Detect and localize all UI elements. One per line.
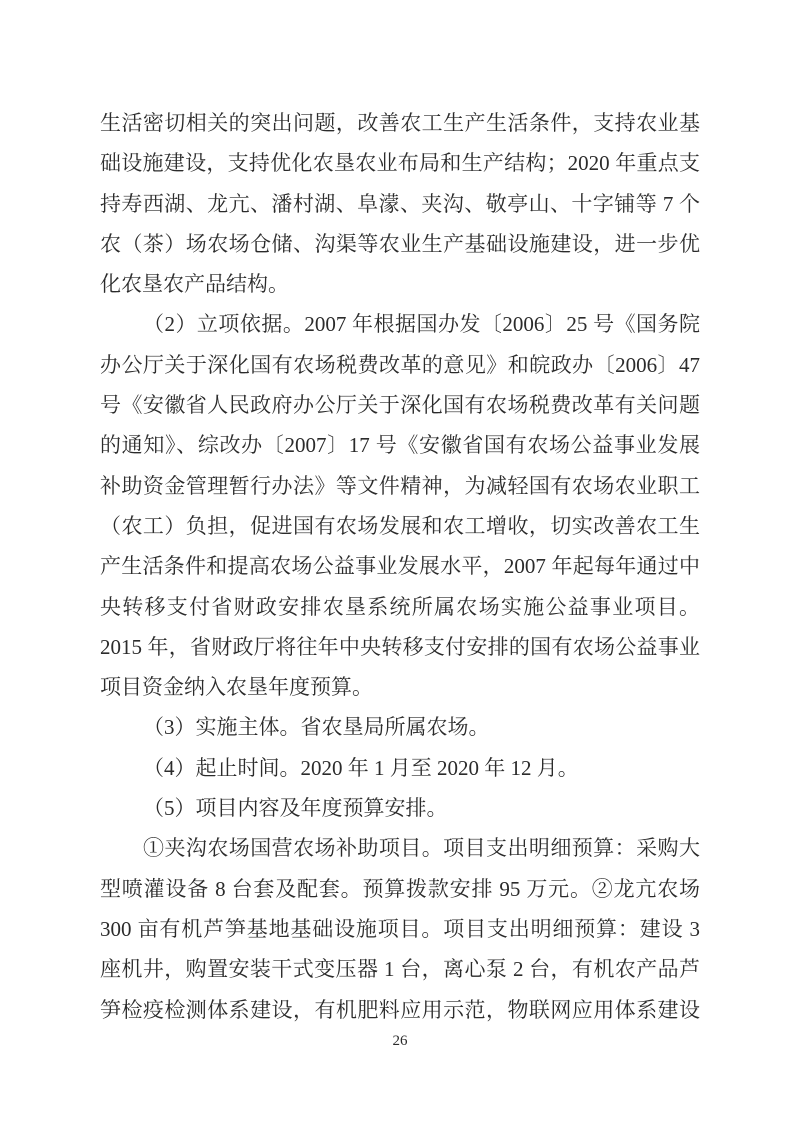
text-line: （4）起止时间。2020 年 1 月至 2020 年 12 月。	[143, 755, 579, 780]
text-line: 2015 年，省财政厅将往年中央转移支付安排的国有农场公益事业	[100, 634, 700, 659]
text-line: 座机井，购置安装干式变压器 1 台，离心泵 2 台，有机农产品芦	[100, 957, 700, 982]
text-line: （农工）负担，促进国有农场发展和农工增收，切实改善农工生	[100, 513, 700, 538]
text-line: 础设施建设，支持优化农垦农业布局和生产结构；2020 年重点支	[100, 151, 700, 176]
text-line: 办公厅关于深化国有农场税费改革的意见》和皖政办〔2006〕47	[100, 352, 700, 377]
text-line: 300 亩有机芦笋基地基础设施项目。项目支出明细预算：建设 3	[100, 916, 700, 941]
text-line: 产生活条件和提高农场公益事业发展水平，2007 年起每年通过中	[100, 554, 700, 579]
text-line: 笋检疫检测体系建设，有机肥料应用示范，物联网应用体系建设	[100, 997, 700, 1022]
text-line: 补助资金管理暂行办法》等文件精神，为减轻国有农场农业职工	[100, 473, 700, 498]
text-line: ①夹沟农场国营农场补助项目。项目支出明细预算：采购大	[143, 836, 700, 861]
page-footer	[0, 1033, 800, 1050]
text-line: 号《安徽省人民政府办公厅关于深化国有农场税费改革有关问题	[100, 393, 700, 418]
text-line: 央转移支付省财政安排农垦系统所属农场实施公益事业项目。	[100, 594, 700, 619]
text-line: 生活密切相关的突出问题，改善农工生产生活条件，支持农业基	[100, 111, 700, 135]
page-number: 26	[392, 1033, 408, 1049]
text-line: 农（茶）场农场仓储、沟渠等农业生产基础设施建设，进一步优	[100, 231, 700, 256]
text-line: 持寿西湖、龙亢、潘村湖、阜濛、夹沟、敬亭山、十字铺等 7 个	[100, 191, 700, 216]
text-line: （5）项目内容及年度预算安排。	[143, 796, 448, 821]
document-body	[100, 103, 700, 1030]
text-line: 化农垦农产品结构。	[100, 272, 289, 297]
text-line: 项目资金纳入农垦年度预算。	[100, 675, 373, 700]
text-line: 型喷灌设备 8 台套及配套。预算拨款安排 95 万元。②龙亢农场	[100, 876, 700, 901]
text-line: 的通知》、综改办〔2007〕17 号《安徽省国有农场公益事业发展	[100, 433, 700, 458]
text-line: （2）立项依据。2007 年根据国办发〔2006〕25 号《国务院	[143, 312, 700, 337]
text-line: （3）实施主体。省农垦局所属农场。	[143, 715, 490, 740]
